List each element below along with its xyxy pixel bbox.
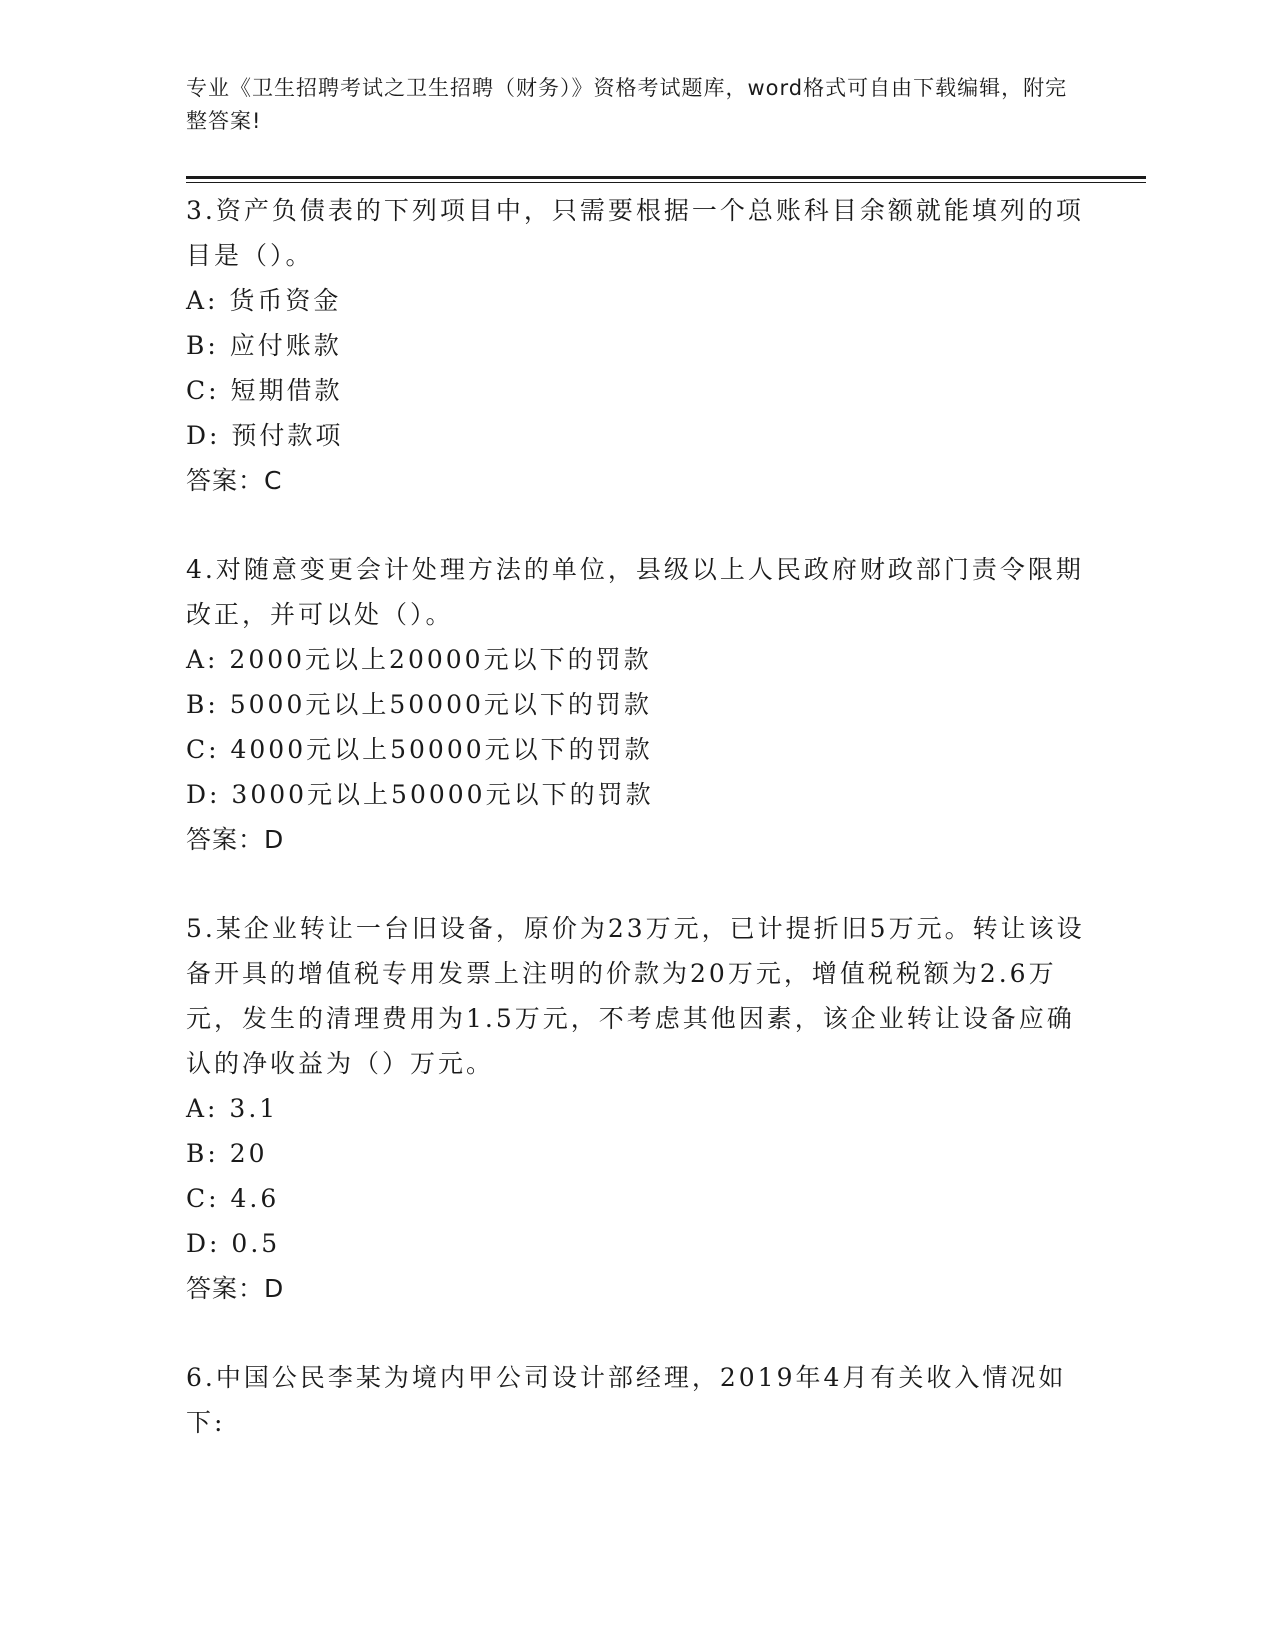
question-text: 3.资产负债表的下列项目中，只需要根据一个总账科目余额就能填列的项目是（）。 bbox=[186, 196, 1084, 270]
question-6 bbox=[186, 1355, 1086, 1445]
option-d: D: 3000元以上50000元以下的罚款 bbox=[186, 780, 654, 809]
option-d: D: 预付款项 bbox=[186, 421, 344, 450]
answer: 答案：D bbox=[186, 825, 285, 854]
option-b: B: 应付账款 bbox=[186, 331, 342, 360]
option-c: C: 4.6 bbox=[186, 1184, 280, 1213]
option-b: B: 5000元以上50000元以下的罚款 bbox=[186, 690, 652, 719]
header-divider-thick bbox=[186, 176, 1146, 179]
option-c: C: 短期借款 bbox=[186, 376, 343, 405]
option-a: A: 3.1 bbox=[186, 1094, 279, 1123]
question-text: 5.某企业转让一台旧设备，原价为23万元，已计提折旧5万元。转让该设备开具的增值税专用发票上注明的价款为20万元，增值税税额为2.6万元，发生的清理费用为1.5万元，不考虑其他因素，该企业转让设备应确认的净收益为（）万元。 bbox=[186, 914, 1085, 1078]
question-text: 6.中国公民李某为境内甲公司设计部经理，2019年4月有关收入情况如下: bbox=[186, 1363, 1067, 1437]
option-a: A: 货币资金 bbox=[186, 286, 342, 315]
answer: 答案：D bbox=[186, 1274, 285, 1303]
question-4 bbox=[186, 547, 1086, 862]
answer: 答案：C bbox=[186, 466, 283, 495]
option-c: C: 4000元以上50000元以下的罚款 bbox=[186, 735, 653, 764]
question-list bbox=[186, 188, 1086, 1489]
option-a: A: 2000元以上20000元以下的罚款 bbox=[186, 645, 652, 674]
document-header: 专业《卫生招聘考试之卫生招聘（财务）》资格考试题库，word格式可自由下载编辑，附完整答案! bbox=[186, 76, 1068, 133]
option-b: B: 20 bbox=[186, 1139, 268, 1168]
question-3 bbox=[186, 188, 1086, 503]
option-d: D: 0.5 bbox=[186, 1229, 281, 1258]
question-5 bbox=[186, 906, 1086, 1311]
header-divider-thin bbox=[186, 182, 1146, 183]
question-text: 4.对随意变更会计处理方法的单位，县级以上人民政府财政部门责令限期改正，并可以处（）。 bbox=[186, 555, 1084, 629]
